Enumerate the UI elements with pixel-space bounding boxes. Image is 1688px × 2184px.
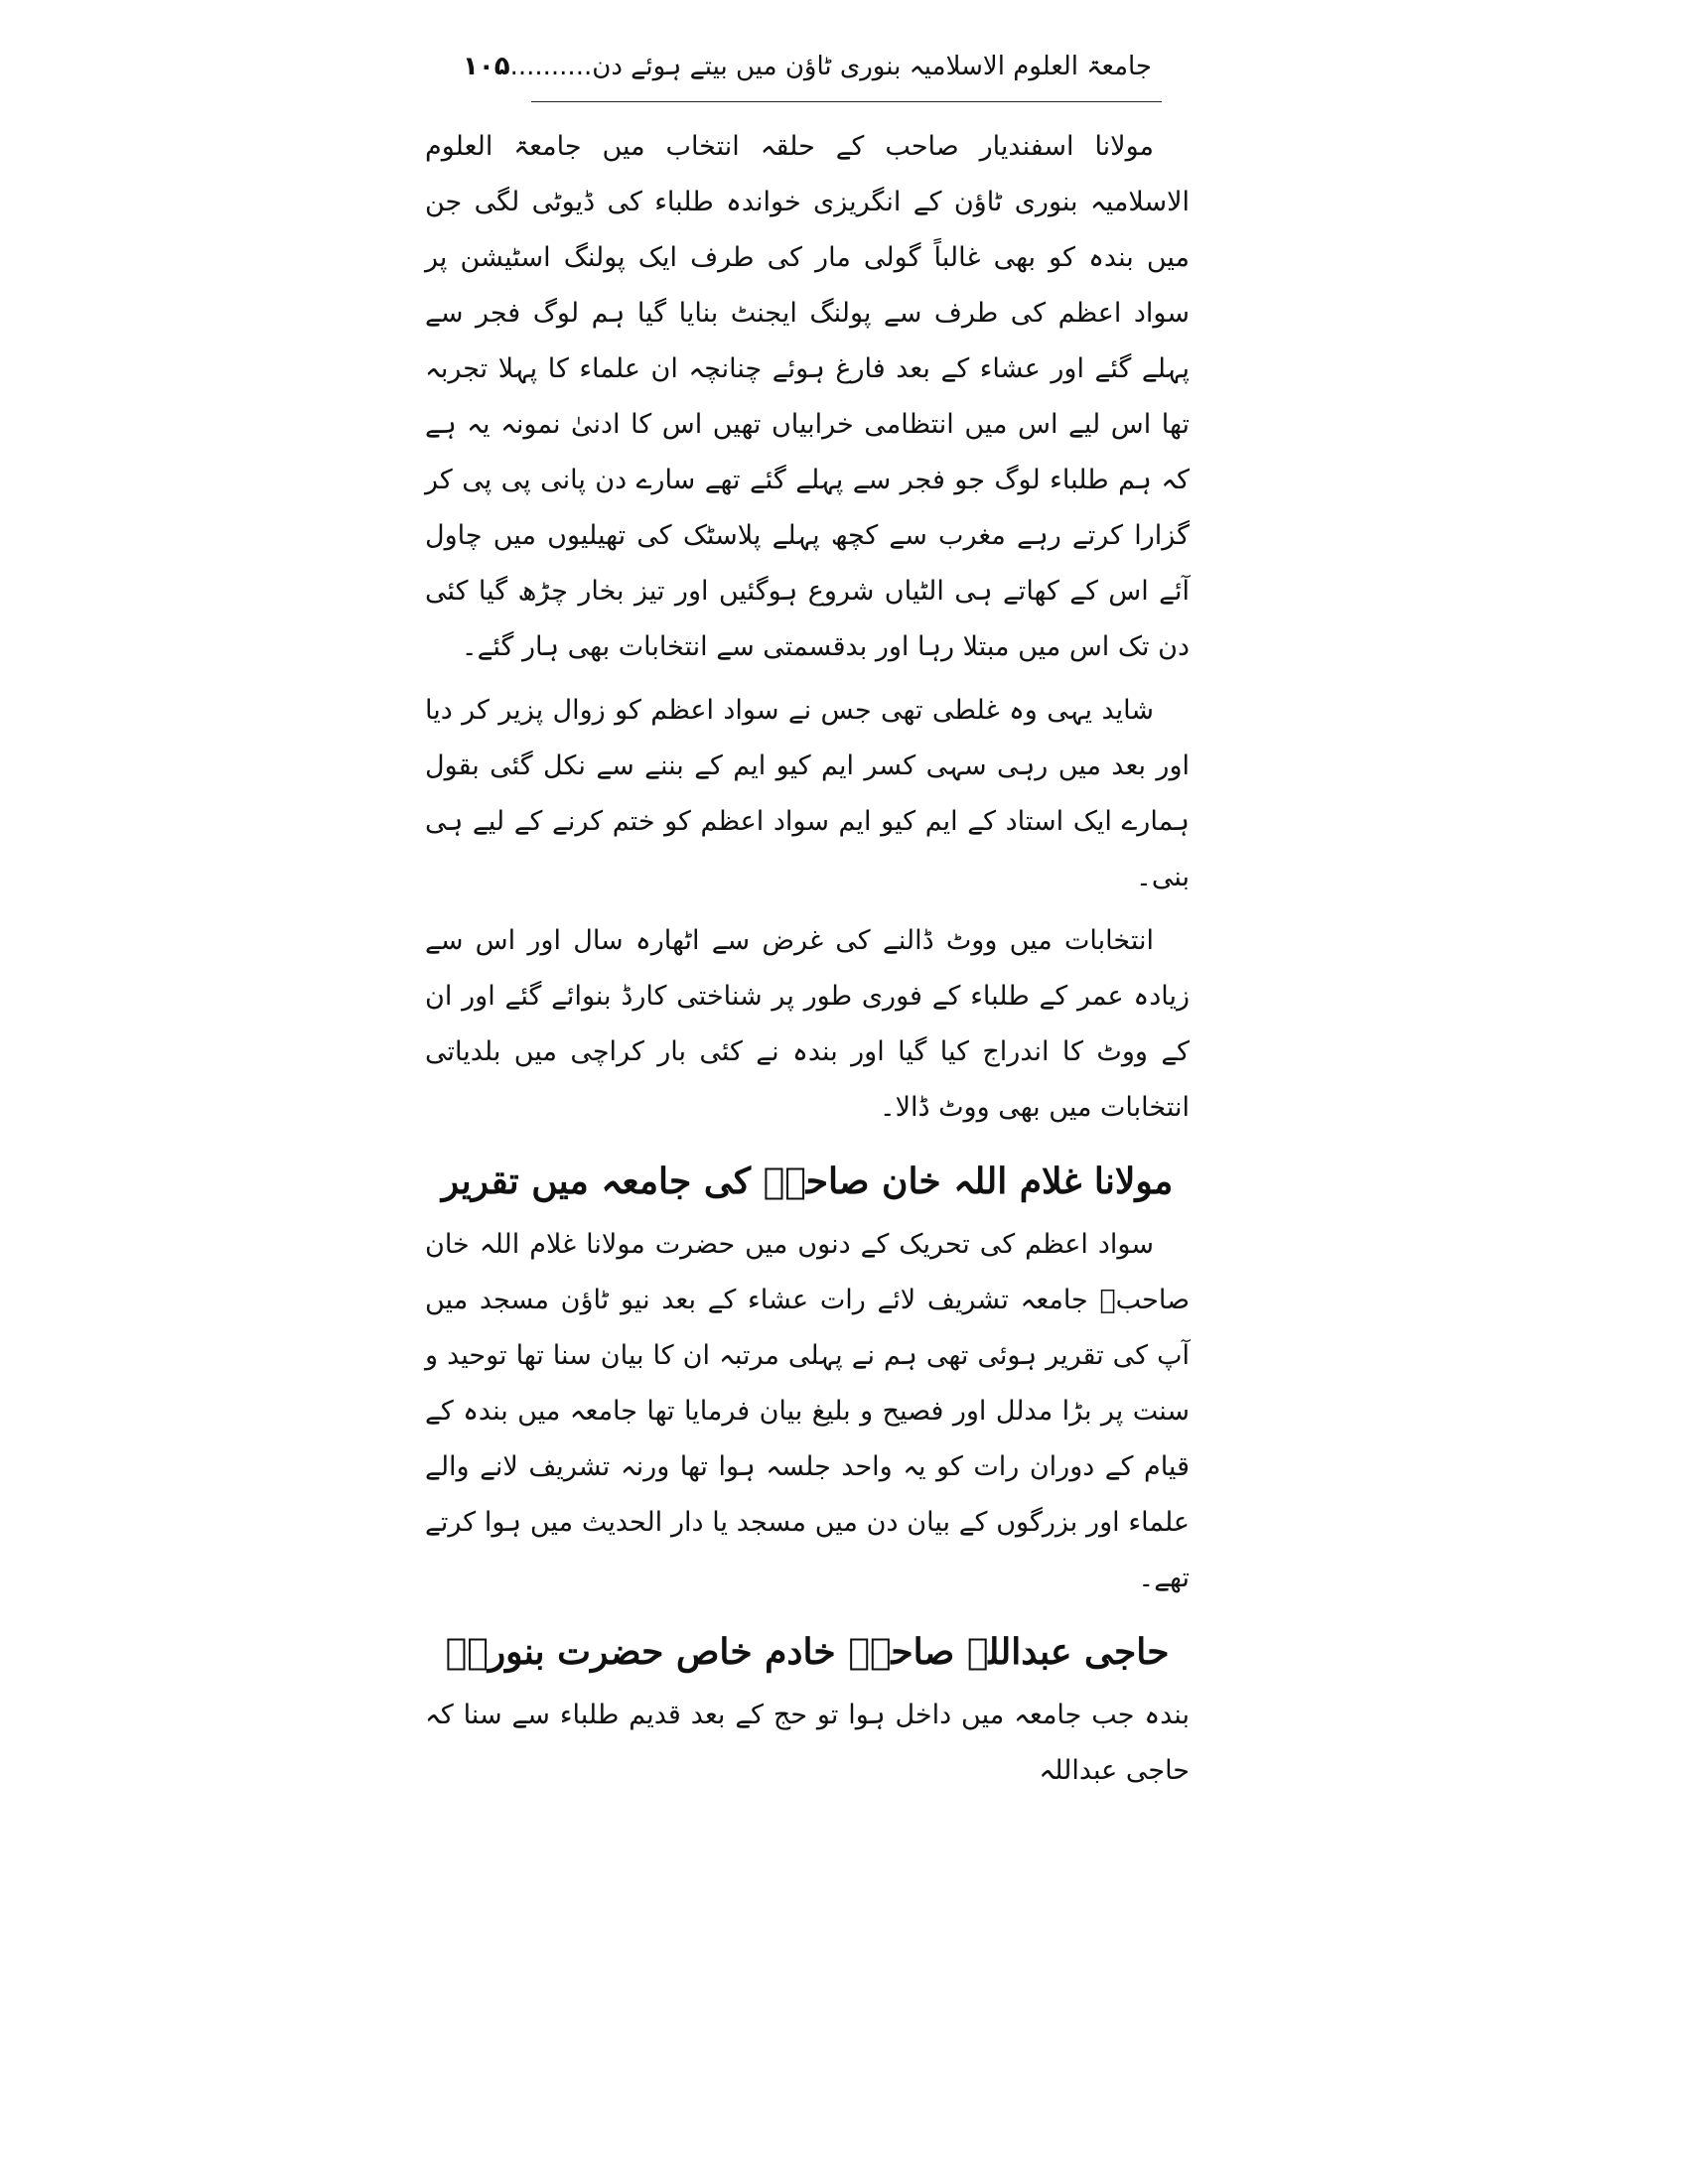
section-heading: حاجی عبداللہ صاحبؒ خادم خاص حضرت بنوریؒ	[445, 1631, 1170, 1673]
running-header	[462, 52, 1152, 81]
page-number: ۱۰۵	[462, 52, 510, 81]
header-title: جامعۃ العلوم الاسلامیہ بنوری ٹاؤن میں بیتے ہوئے دن..........	[509, 52, 1152, 81]
header-divider	[531, 101, 1162, 102]
paragraph: سواد اعظم کی تحریک کے دنوں میں حضرت مولانا غلام اللہ خان صاحبؒ جامعہ تشریف لائے رات عشاء کے بعد نیو ٹاؤن مسجد میں آپ کی تقریر ہوئی تھی ہم نے پہلی مرتبہ ان کا بیان سنا تھا توحید و سنت پر بڑا مدلل اور فصیح و بلیغ بیان فرمایا تھا جامعہ میں بندہ کے قیام کے دوران رات کو یہ واحد جلسہ ہوا تھا ورنہ تشریف لانے والے علماء اور بزرگوں کے بیان دن میں مسجد یا دار الحدیث میں ہوا کرتے تھے۔	[425, 1229, 1190, 1593]
paragraph: شاید یہی وہ غلطی تھی جس نے سواد اعظم کو زوال پزیر کر دیا اور بعد میں رہی سہی کسر ایم کیو ایم کے بننے سے نکل گئی بقول ہمارے ایک استاد کے ایم کیو ایم سواد اعظم کو ختم کرنے کے لیے ہی بنی۔	[425, 695, 1190, 892]
paragraph: انتخابات میں ووٹ ڈالنے کی غرض سے اٹھارہ سال اور اس سے زیادہ عمر کے طلباء کے فوری طور پر شناختی کارڈ بنوائے گئے اور ان کے ووٹ کا اندراج کیا گیا اور بندہ نے کئی بار کراچی میں بلدیاتی انتخابات میں بھی ووٹ ڈالا۔	[425, 925, 1190, 1123]
page-body	[425, 119, 1190, 1799]
paragraph: بندہ جب جامعہ میں داخل ہوا تو حج کے بعد قدیم طلباء سے سنا کہ حاجی عبداللہ	[425, 1700, 1190, 1786]
paragraph: مولانا اسفندیار صاحب کے حلقہ انتخاب میں جامعۃ العلوم الاسلامیہ بنوری ٹاؤن کے انگریزی خواندہ طلباء کی ڈیوٹی لگی جن میں بندہ کو بھی غالباً گولی مار کی طرف ایک پولنگ اسٹیشن پر سواد اعظم کی طرف سے پولنگ ایجنٹ بنایا گیا ہم لوگ فجر سے پہلے گئے اور عشاء کے بعد فارغ ہوئے چنانچہ ان علماء کا پہلا تجربہ تھا اس لیے اس میں انتظامی خرابیاں تھیں اس کا ادنیٰ نمونہ یہ ہے کہ ہم طلباء لوگ جو فجر سے پہلے گئے تھے سارے دن پانی پی پی کر گزارا کرتے رہے مغرب سے کچھ پہلے پلاسٹک کی تھیلیوں میں چاول آئے اس کے کھاتے ہی الٹیاں شروع ہوگئیں اور تیز بخار چڑھ گیا کئی دن تک اس میں مبتلا رہا اور بدقسمتی سے انتخابات بھی ہار گئے۔	[425, 131, 1190, 662]
section-heading: مولانا غلام اللہ خان صاحبؒ کی جامعہ میں تقریر	[441, 1160, 1174, 1202]
